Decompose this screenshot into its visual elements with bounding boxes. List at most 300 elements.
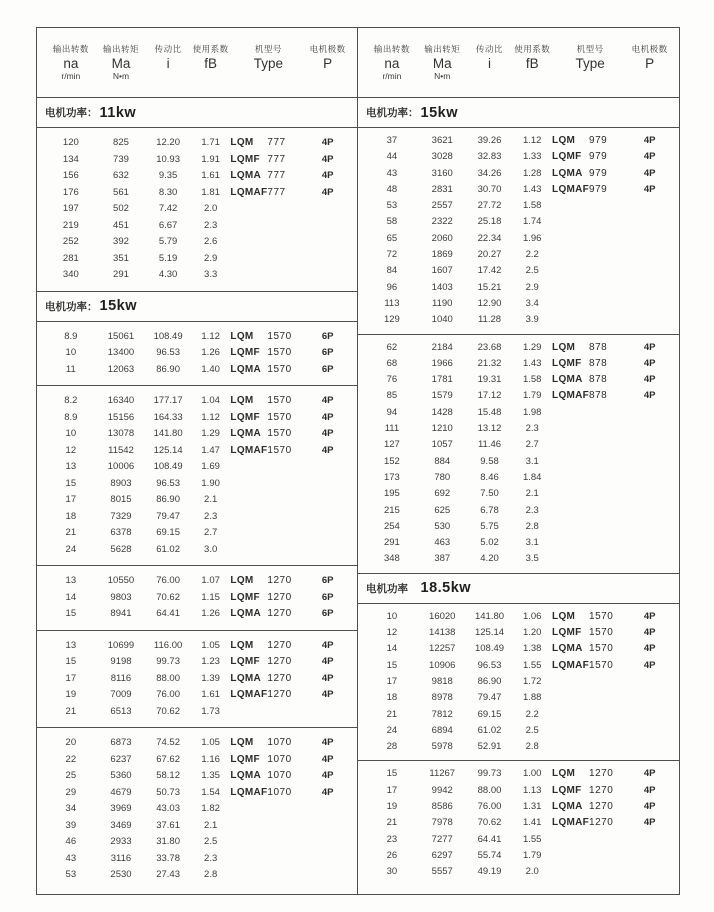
fb-cell: 2.1: [204, 494, 218, 505]
poles-cell: 4P: [321, 753, 334, 765]
table-row: [45, 606, 349, 623]
header-unit: r/min: [61, 71, 81, 81]
fb-cell: 1.29: [522, 341, 542, 353]
fb-cell: 2.8: [204, 869, 218, 880]
header-symbol: Ma: [111, 56, 131, 71]
header-unit: [230, 71, 306, 82]
ma-cell: 9803: [110, 591, 132, 603]
fb-cell: 3.5: [525, 553, 539, 565]
poles-cell: 4P: [321, 737, 334, 748]
ma-cell: 14138: [429, 627, 456, 639]
ma-cell: 451: [113, 219, 129, 231]
type-model: 878: [589, 390, 608, 402]
poles-cell: [628, 312, 671, 328]
type-model: 979: [589, 167, 608, 179]
na-cell: 10: [386, 610, 398, 622]
i-cell: 76.00: [477, 800, 502, 812]
header-label-zh: 电机极数: [309, 44, 346, 54]
ma-cell: 2831: [431, 183, 453, 195]
header-label-zh: 电机极数: [631, 44, 668, 54]
type-model: 1570: [589, 643, 614, 655]
poles-cell: [306, 218, 349, 235]
i-cell: 17.42: [477, 265, 502, 277]
poles-cell: 4P: [643, 151, 656, 163]
type-cell: [230, 476, 306, 493]
ma-cell: 780: [434, 471, 451, 483]
ma-cell: 5557: [431, 866, 453, 878]
data-block: [37, 631, 357, 729]
ma-cell: 463: [434, 537, 451, 549]
type-prefix: LQM: [230, 137, 254, 148]
table-row: [45, 735, 349, 752]
ma-cell: 1057: [431, 439, 453, 451]
fb-cell: 1.16: [201, 753, 220, 765]
i-cell: 5.02: [480, 537, 499, 549]
type-cell: [230, 542, 306, 559]
type-prefix: LQM: [230, 395, 254, 406]
table-row: [366, 641, 671, 657]
i-cell: 61.02: [477, 724, 502, 736]
poles-cell: [628, 486, 671, 502]
table-row: [45, 818, 349, 835]
i-cell: 49.19: [477, 866, 502, 878]
table-row: [366, 198, 671, 214]
type-cell: [552, 421, 628, 437]
type-model: 1270: [589, 817, 614, 829]
na-cell: 15: [386, 659, 398, 671]
i-cell: 141.80: [153, 428, 183, 439]
type-prefix: LQMF: [230, 753, 260, 765]
fb-cell: 1.40: [201, 363, 220, 375]
ma-cell: 7009: [110, 689, 132, 700]
fb-cell: 2.5: [525, 724, 539, 736]
type-prefix: LQMAF: [552, 817, 590, 829]
i-cell: 21.32: [477, 357, 502, 369]
fb-cell: 3.9: [525, 314, 539, 326]
type-prefix: LQMF: [230, 411, 260, 423]
i-cell: 33.78: [156, 852, 180, 864]
table-row: [45, 135, 349, 152]
type-cell: [230, 135, 306, 152]
table-row: [366, 815, 671, 831]
i-cell: 52.91: [477, 741, 502, 753]
ma-cell: 7277: [431, 833, 453, 845]
header-symbol: Type: [575, 56, 605, 71]
na-cell: 48: [386, 183, 398, 195]
header-symbol: Type: [253, 56, 284, 71]
header-unit: [512, 71, 552, 82]
header-unit: [145, 71, 191, 82]
table-row: [366, 799, 671, 815]
type-model: 1570: [267, 347, 292, 358]
na-cell: 252: [62, 236, 79, 247]
power-title-label: 电机功率：: [366, 107, 419, 119]
na-cell: 152: [383, 455, 400, 467]
type-cell: [552, 723, 628, 739]
ma-cell: 3621: [431, 135, 453, 146]
ma-cell: 13400: [107, 347, 135, 358]
i-cell: 64.41: [477, 833, 502, 845]
i-cell: 70.62: [156, 591, 180, 603]
table-row: [45, 509, 349, 526]
type-cell: [552, 832, 628, 848]
fb-cell: 1.12: [201, 411, 220, 423]
table-row: [366, 864, 671, 880]
power-title-band: [358, 98, 679, 128]
i-cell: 17.12: [477, 390, 502, 402]
fb-cell: 1.28: [522, 167, 542, 179]
na-cell: 176: [62, 186, 79, 198]
na-cell: 14: [65, 591, 77, 603]
ma-cell: 739: [113, 153, 129, 165]
i-cell: 50.73: [156, 786, 180, 798]
poles-cell: [628, 296, 671, 312]
i-cell: 5.75: [480, 520, 499, 532]
type-prefix: LQMAF: [230, 689, 268, 700]
type-model: 1570: [589, 627, 614, 639]
table-row: [45, 443, 349, 460]
fb-cell: 1.61: [201, 170, 220, 181]
fb-cell: 3.0: [204, 543, 218, 555]
type-cell: [552, 551, 628, 567]
fb-cell: 1.79: [522, 849, 542, 861]
na-cell: 8.9: [64, 411, 78, 423]
poles-cell: [628, 263, 671, 279]
type-cell: [230, 785, 306, 802]
type-cell: [552, 149, 628, 165]
poles-cell: [628, 470, 671, 486]
type-cell: [552, 166, 628, 182]
i-cell: 86.90: [156, 494, 180, 505]
na-cell: 156: [62, 170, 79, 181]
i-cell: 19.31: [477, 374, 502, 386]
type-cell: [552, 641, 628, 657]
i-cell: 88.00: [156, 672, 180, 684]
poles-cell: 4P: [643, 768, 656, 780]
fb-cell: 2.3: [204, 510, 218, 522]
fb-cell: 1.43: [522, 357, 542, 369]
fb-cell: 2.1: [204, 819, 218, 831]
poles-cell: 4P: [321, 689, 334, 700]
i-cell: 79.47: [156, 510, 180, 522]
type-model: 1270: [589, 768, 614, 780]
poles-cell: [628, 421, 671, 437]
type-model: 1070: [267, 753, 292, 765]
table-header: [358, 28, 679, 98]
table-row: [45, 251, 349, 268]
type-prefix: LQMF: [552, 151, 582, 163]
poles-cell: 6P: [321, 363, 334, 375]
fb-cell: 1.33: [522, 151, 542, 163]
ma-cell: 2933: [110, 836, 132, 847]
table-row: [366, 454, 671, 470]
ma-cell: 351: [113, 252, 129, 264]
na-cell: 10: [65, 428, 77, 439]
fb-cell: 1.47: [201, 444, 220, 456]
na-cell: 120: [62, 137, 79, 148]
table-row: [366, 690, 671, 706]
type-model: 777: [267, 170, 286, 181]
na-cell: 197: [62, 203, 79, 214]
ma-cell: 1607: [431, 265, 453, 277]
type-prefix: LQMAF: [552, 659, 590, 671]
na-cell: 68: [386, 357, 398, 369]
type-cell: [230, 851, 306, 868]
type-model: 1270: [267, 591, 292, 603]
type-prefix: LQMA: [230, 170, 262, 181]
ma-cell: 5628: [110, 543, 132, 555]
poles-cell: 6P: [321, 330, 334, 342]
i-cell: 30.70: [477, 183, 502, 195]
na-cell: 21: [65, 705, 77, 717]
poles-cell: 4P: [643, 167, 656, 179]
i-cell: 58.12: [156, 770, 180, 781]
poles-cell: 4P: [643, 341, 656, 353]
type-cell: [552, 133, 628, 149]
poles-cell: 4P: [321, 428, 334, 439]
header-label-zh: 使用系数: [514, 44, 551, 54]
i-cell: 74.52: [156, 737, 180, 748]
ma-cell: 1579: [431, 390, 453, 402]
na-cell: 11: [65, 363, 76, 375]
type-model: 1270: [267, 639, 292, 651]
ma-cell: 3469: [110, 819, 132, 831]
header-symbol: fB: [525, 56, 539, 71]
na-cell: 281: [62, 252, 79, 264]
fb-cell: 1.71: [201, 137, 220, 148]
type-cell: [552, 815, 628, 831]
fb-cell: 1.12: [201, 330, 220, 342]
i-cell: 34.26: [477, 167, 502, 179]
ma-cell: 561: [113, 186, 129, 198]
ma-cell: 6237: [110, 753, 132, 765]
data-block: [37, 322, 357, 387]
fb-cell: 1.06: [522, 610, 542, 622]
poles-cell: 4P: [643, 183, 656, 195]
ma-cell: 1210: [431, 423, 453, 435]
na-cell: 8.2: [64, 395, 78, 406]
power-title-value: 15kw: [420, 104, 458, 121]
i-cell: 12.20: [156, 137, 180, 148]
table-row: [45, 525, 349, 542]
na-cell: 19: [386, 800, 398, 812]
poles-cell: 4P: [643, 659, 656, 671]
ma-cell: 632: [113, 170, 129, 181]
table-row: [45, 362, 349, 379]
type-model: 777: [267, 153, 286, 165]
header-unit: [306, 71, 349, 82]
poles-cell: [628, 247, 671, 263]
ma-cell: 625: [434, 504, 451, 516]
type-cell: [552, 356, 628, 372]
na-cell: 21: [386, 708, 398, 720]
header-cell: [45, 43, 97, 82]
table-row: [45, 152, 349, 169]
na-cell: 291: [383, 537, 400, 549]
i-cell: 5.19: [158, 252, 178, 264]
poles-cell: [306, 834, 349, 851]
i-cell: 12.90: [477, 297, 502, 309]
ma-cell: 11542: [108, 444, 134, 456]
poles-cell: [628, 832, 671, 848]
type-model: 1270: [267, 575, 292, 586]
i-cell: 76.00: [156, 575, 180, 586]
ma-cell: 8941: [110, 608, 132, 619]
i-cell: 8.46: [480, 471, 499, 483]
i-cell: 4.20: [480, 553, 499, 565]
na-cell: 19: [65, 689, 77, 700]
i-cell: 15.48: [477, 406, 502, 418]
type-model: 1570: [267, 444, 292, 456]
ma-cell: 2060: [431, 232, 453, 244]
type-prefix: LQMF: [230, 591, 260, 603]
fb-cell: 1.07: [201, 575, 220, 586]
poles-cell: [306, 476, 349, 493]
ma-cell: 1190: [432, 297, 453, 309]
poles-cell: [306, 525, 349, 542]
ma-cell: 692: [434, 488, 451, 500]
type-cell: [552, 486, 628, 502]
poles-cell: [306, 542, 349, 559]
na-cell: 15: [65, 608, 77, 619]
na-cell: 65: [386, 232, 398, 244]
header-label-zh: 使用系数: [192, 44, 229, 54]
fb-cell: 3.3: [204, 269, 218, 280]
fb-cell: 2.5: [525, 265, 539, 277]
type-model: 979: [589, 135, 608, 146]
header-symbol: i: [488, 56, 492, 71]
fb-cell: 1.88: [522, 692, 542, 704]
type-cell: [552, 247, 628, 263]
table-row: [366, 405, 671, 421]
poles-cell: [628, 848, 671, 864]
ma-cell: 502: [113, 203, 129, 214]
header-unit: [467, 71, 513, 82]
na-cell: 96: [386, 281, 398, 293]
fb-cell: 1.81: [201, 186, 220, 198]
type-cell: [552, 766, 628, 782]
i-cell: 27.43: [156, 869, 180, 880]
na-cell: 15: [65, 477, 77, 489]
na-cell: 17: [65, 494, 77, 505]
type-prefix: LQMA: [552, 800, 583, 812]
ma-cell: 16020: [429, 610, 456, 622]
poles-cell: 4P: [643, 357, 656, 369]
na-cell: 53: [386, 200, 398, 212]
na-cell: 111: [384, 423, 400, 435]
header-label-zh: 输出转矩: [102, 44, 139, 54]
type-cell: [552, 658, 628, 674]
i-cell: 96.53: [156, 347, 180, 358]
na-cell: 129: [383, 314, 400, 326]
i-cell: 108.49: [474, 643, 505, 655]
fb-cell: 1.69: [201, 461, 220, 472]
poles-cell: [306, 492, 349, 509]
type-cell: [230, 459, 306, 476]
table-row: [45, 654, 349, 671]
i-cell: 61.02: [156, 543, 180, 555]
poles-cell: 4P: [643, 800, 656, 812]
type-prefix: LQMF: [230, 347, 260, 358]
i-cell: 96.53: [477, 659, 502, 671]
table-row: [45, 168, 349, 185]
type-cell: [552, 783, 628, 799]
poles-cell: 4P: [321, 137, 334, 148]
i-cell: 39.26: [477, 135, 502, 146]
table-row: [45, 867, 349, 884]
i-cell: 8.30: [158, 186, 178, 198]
na-cell: 44: [386, 151, 398, 163]
i-cell: 22.34: [477, 232, 502, 244]
na-cell: 25: [65, 770, 77, 781]
table-row: [366, 372, 671, 388]
ma-cell: 1403: [431, 281, 453, 293]
poles-cell: 4P: [321, 770, 334, 781]
data-block: [358, 761, 679, 894]
i-cell: 32.83: [477, 151, 502, 163]
table-row: [366, 551, 671, 567]
header-label-zh: 传动比: [154, 44, 182, 54]
na-cell: 113: [384, 297, 400, 309]
type-cell: [230, 525, 306, 542]
i-cell: 10.93: [156, 153, 180, 165]
i-cell: 6.67: [158, 219, 178, 231]
na-cell: 215: [383, 504, 400, 516]
i-cell: 9.58: [480, 455, 499, 467]
i-cell: 27.72: [477, 200, 502, 212]
type-model: 777: [267, 137, 286, 148]
fb-cell: 1.61: [201, 689, 220, 700]
na-cell: 62: [386, 341, 398, 353]
na-cell: 12: [386, 627, 398, 639]
fb-cell: 2.7: [525, 439, 539, 451]
header-unit: [191, 71, 231, 82]
i-cell: 99.73: [156, 656, 180, 667]
poles-cell: 4P: [321, 186, 334, 198]
type-prefix: LQMF: [230, 656, 260, 667]
header-cell: [467, 43, 513, 82]
na-cell: 85: [386, 390, 398, 402]
ma-cell: 7812: [431, 708, 453, 720]
ma-cell: 12063: [107, 363, 135, 375]
type-prefix: LQM: [552, 768, 576, 780]
type-cell: [552, 519, 628, 535]
poles-cell: [306, 851, 349, 868]
fb-cell: 2.8: [525, 520, 539, 532]
fb-cell: 1.29: [201, 428, 220, 439]
i-cell: 141.80: [474, 610, 505, 622]
fb-cell: 1.90: [201, 477, 220, 489]
ma-cell: 1869: [431, 249, 453, 261]
type-prefix: LQMF: [552, 627, 582, 639]
ma-cell: 2530: [110, 869, 132, 880]
table-row: [45, 393, 349, 410]
type-cell: [552, 280, 628, 296]
na-cell: 34: [65, 803, 77, 814]
type-cell: [230, 492, 306, 509]
table-row: [366, 658, 671, 674]
ma-cell: 6513: [110, 705, 132, 717]
i-cell: 11.28: [477, 314, 502, 326]
na-cell: 195: [383, 488, 400, 500]
poles-cell: 4P: [643, 135, 656, 146]
type-model: 1270: [267, 608, 292, 619]
ma-cell: 8116: [110, 672, 132, 684]
type-cell: [230, 168, 306, 185]
fb-cell: 3.4: [525, 297, 539, 309]
poles-cell: [628, 231, 671, 247]
header-label-zh: 机型号: [254, 44, 282, 54]
